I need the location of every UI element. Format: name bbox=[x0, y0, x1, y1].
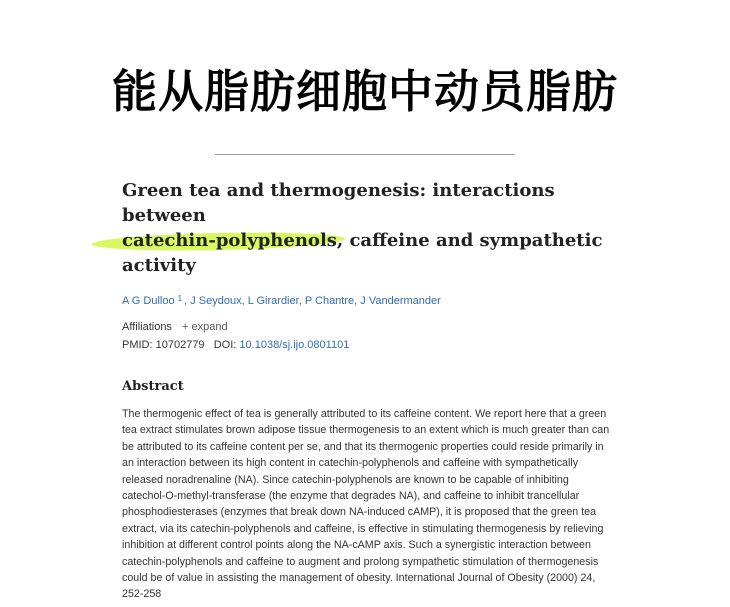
title-part-1: Green tea and thermogenesis: interactions between bbox=[122, 180, 555, 226]
author-list: A G Dulloo $^1$ , J Seydoux, L Girardier, P Chantre, J Vandermander bbox=[122, 294, 441, 307]
author-link[interactable]: P Chantre bbox=[304, 295, 355, 307]
doi-label: DOI: bbox=[213, 339, 237, 351]
author-link[interactable]: L Girardier bbox=[247, 295, 299, 307]
identifier-row bbox=[122, 338, 622, 352]
pmid: PMID: 10702779 bbox=[122, 339, 205, 351]
article-title bbox=[122, 178, 622, 278]
headline: 能从脂肪细胞中动员脂肪 bbox=[111, 65, 618, 118]
doi-link[interactable]: 10.1038/sj.ijo.0801101 bbox=[239, 339, 350, 351]
affiliations-row bbox=[122, 320, 622, 334]
expand-toggle[interactable]: + expand bbox=[182, 321, 228, 333]
author-link[interactable]: A G Dulloo bbox=[122, 295, 175, 307]
author-link[interactable]: J Vandermander bbox=[360, 295, 441, 307]
affiliation-marker[interactable]: 1 bbox=[177, 294, 183, 303]
article-card bbox=[122, 178, 622, 603]
highlighted-term: catechin-polyphenols bbox=[122, 230, 337, 251]
divider bbox=[215, 154, 515, 155]
title-part-2: , caffeine and sympathetic activity bbox=[122, 230, 603, 276]
abstract-body: The thermogenic effect of tea is generally attributed to its caffeine content. We report here that a green tea extract stimulates brown adipose tissue thermogenesis to an extent which is much greater than can be attributed to its caffeine content per se, and that its thermogenic properties could reside primarily in an interaction between its high content in catechin-polyphenols and caffeine with sympathetically released noradrenaline (NA). Since catechin-polyphenols are known to be capable of inhibiting catechol-O-methyl-transferase (the enzyme that degrades NA), and caffeine to inhibit trancellular phosphodiesterases (enzymes that break down NA-induced cAMP), it is proposed that the green tea extract, via its catechin-polyphenols and caffeine, is effective in stimulating thermogenesis by relieving inhibition at different control points along the NA-cAMP axis. Such a synergistic interaction between catechin-polyphenols and caffeine to augment and prolong sympathetic stimulation of thermogenesis could be of value in assisting the management of obesity. International Journal of Obesity (2000) 24, 252-258 bbox=[122, 408, 610, 601]
abstract-heading: Abstract bbox=[122, 379, 184, 394]
author-link[interactable]: J Seydoux bbox=[190, 295, 242, 307]
affiliations-label: Affiliations bbox=[122, 321, 172, 333]
